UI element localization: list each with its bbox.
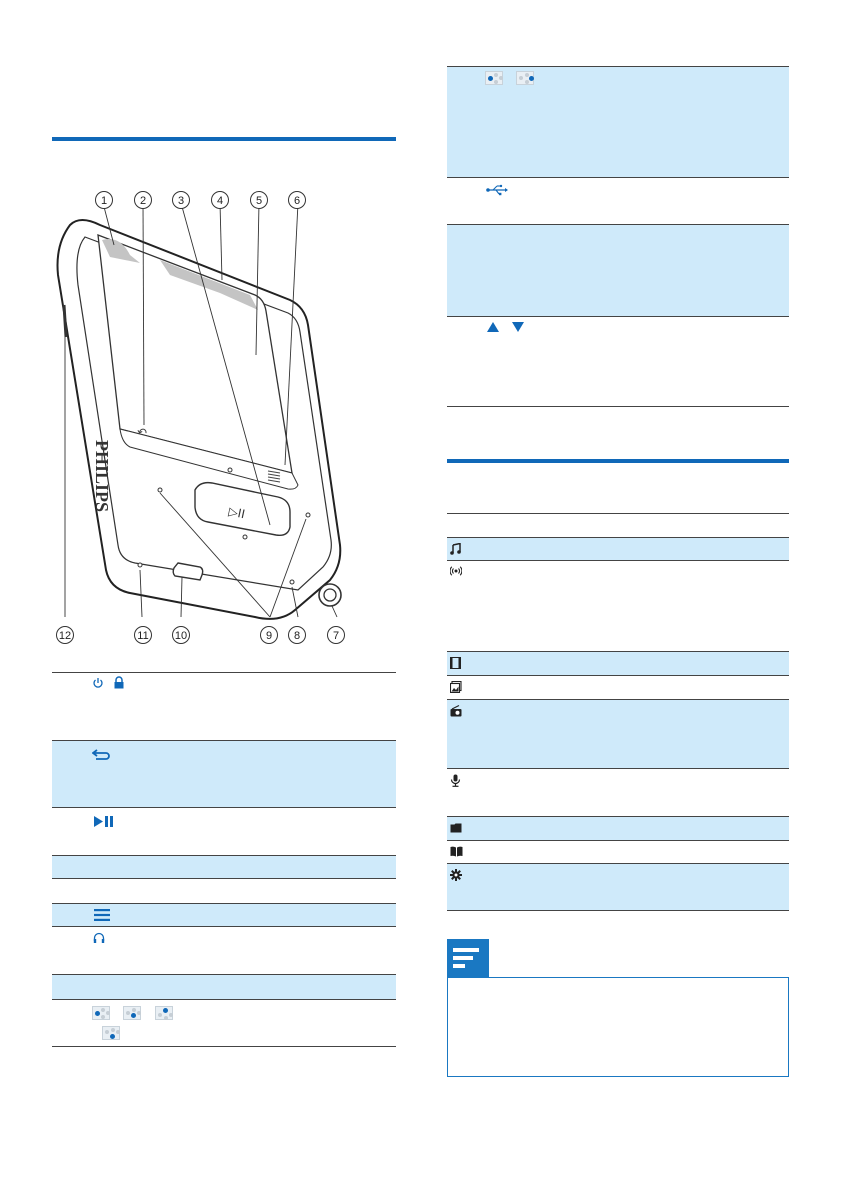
dpad-left-icon xyxy=(485,71,503,85)
table-row xyxy=(447,700,789,768)
callout-1: 1 xyxy=(95,191,113,209)
callout-7: 7 xyxy=(327,626,345,644)
picture-icon xyxy=(450,681,462,693)
video-icon xyxy=(450,657,461,669)
usb-icon xyxy=(486,184,508,196)
callout-12: 12 xyxy=(56,626,74,644)
table-row xyxy=(52,904,396,926)
svg-text:PHILIPS: PHILIPS xyxy=(92,440,112,513)
table-row xyxy=(447,652,789,675)
microphone-icon xyxy=(450,774,461,787)
menu-icon xyxy=(94,909,110,921)
play-pause-icon xyxy=(93,815,115,828)
callout-10: 10 xyxy=(172,626,190,644)
svg-text:▷II: ▷II xyxy=(227,504,247,522)
callout-4: 4 xyxy=(211,191,229,209)
table-row xyxy=(52,856,396,878)
radio-icon xyxy=(450,705,462,717)
svg-text:↶: ↶ xyxy=(135,424,149,441)
section-rule-controls xyxy=(52,137,396,141)
lock-icon xyxy=(113,676,125,689)
settings-icon xyxy=(450,869,462,881)
table-row xyxy=(447,225,789,316)
device-illustration xyxy=(40,185,410,645)
table-row xyxy=(52,741,396,807)
callout-9: 9 xyxy=(260,626,278,644)
callout-6: 6 xyxy=(288,191,306,209)
dpad-left-icon xyxy=(92,1006,110,1020)
arrow-up-icon xyxy=(487,322,499,332)
headphones-icon xyxy=(93,932,105,944)
table-row xyxy=(447,67,789,177)
table-row xyxy=(447,817,789,840)
table-row xyxy=(52,975,396,999)
table-row xyxy=(447,538,789,560)
dpad-down-icon xyxy=(102,1026,120,1040)
dpad-right-icon xyxy=(516,71,534,85)
note-icon xyxy=(447,939,489,977)
arrow-down-icon xyxy=(512,322,524,332)
book-icon xyxy=(450,846,463,857)
back-arrow-icon xyxy=(92,748,112,760)
callout-2: 2 xyxy=(134,191,152,209)
callout-5: 5 xyxy=(250,191,268,209)
power-icon xyxy=(92,677,104,689)
dpad-center-icon xyxy=(123,1006,141,1020)
music-icon xyxy=(450,543,461,555)
table-row xyxy=(447,864,789,910)
dpad-up-icon xyxy=(155,1006,173,1020)
callout-8: 8 xyxy=(288,626,306,644)
section-rule-menu xyxy=(447,459,789,463)
callout-11: 11 xyxy=(134,626,152,644)
broadcast-icon xyxy=(450,565,462,577)
callout-3: 3 xyxy=(172,191,190,209)
folder-icon xyxy=(450,823,462,833)
